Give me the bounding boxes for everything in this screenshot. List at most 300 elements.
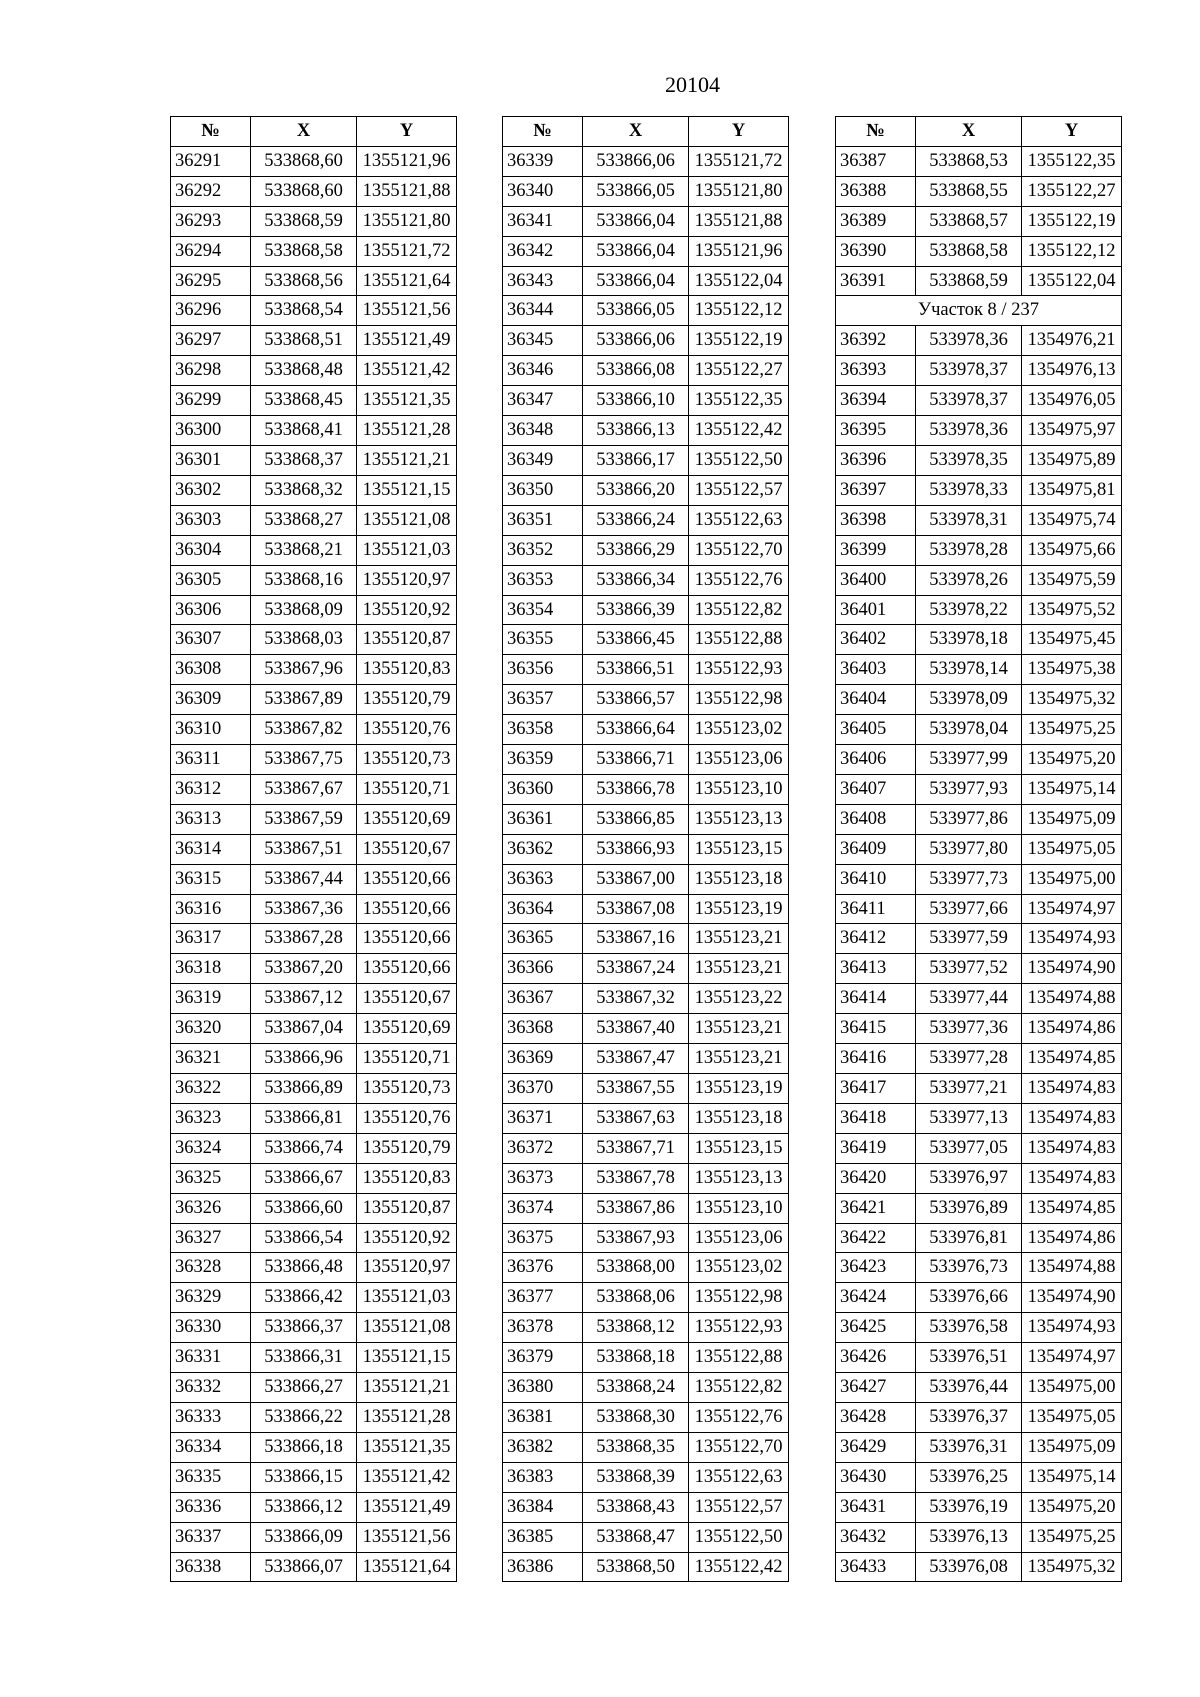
x-coordinate: 533867,36 <box>251 894 357 924</box>
point-number: 36423 <box>836 1253 916 1283</box>
table-row <box>503 1343 789 1373</box>
point-number: 36402 <box>836 625 916 655</box>
y-coordinate: 1355122,82 <box>689 595 789 625</box>
point-number: 36325 <box>171 1163 251 1193</box>
table-row <box>503 416 789 446</box>
x-coordinate: 533866,81 <box>251 1103 357 1133</box>
y-coordinate: 1355121,08 <box>357 505 457 535</box>
y-coordinate: 1355123,21 <box>689 954 789 984</box>
point-number: 36347 <box>503 386 583 416</box>
x-coordinate: 533866,64 <box>583 715 689 745</box>
y-coordinate: 1355122,70 <box>689 535 789 565</box>
table-row <box>836 745 1122 775</box>
header-y: Y <box>689 117 789 147</box>
point-number: 36401 <box>836 595 916 625</box>
table-row <box>836 864 1122 894</box>
point-number: 36295 <box>171 266 251 296</box>
x-coordinate: 533868,59 <box>916 266 1022 296</box>
table-row <box>171 774 457 804</box>
point-number: 36317 <box>171 924 251 954</box>
y-coordinate: 1355121,28 <box>357 1402 457 1432</box>
point-number: 36403 <box>836 655 916 685</box>
y-coordinate: 1354975,38 <box>1022 655 1122 685</box>
y-coordinate: 1354975,97 <box>1022 416 1122 446</box>
point-number: 36335 <box>171 1462 251 1492</box>
y-coordinate: 1354975,05 <box>1022 1402 1122 1432</box>
y-coordinate: 1355123,15 <box>689 1133 789 1163</box>
x-coordinate: 533868,24 <box>583 1373 689 1403</box>
y-coordinate: 1355121,21 <box>357 445 457 475</box>
y-coordinate: 1355121,08 <box>357 1313 457 1343</box>
y-coordinate: 1354974,83 <box>1022 1163 1122 1193</box>
x-coordinate: 533976,25 <box>916 1462 1022 1492</box>
table-row <box>171 1193 457 1223</box>
point-number: 36373 <box>503 1163 583 1193</box>
point-number: 36329 <box>171 1283 251 1313</box>
y-coordinate: 1355121,28 <box>357 416 457 446</box>
x-coordinate: 533976,51 <box>916 1343 1022 1373</box>
y-coordinate: 1355122,82 <box>689 1373 789 1403</box>
x-coordinate: 533867,71 <box>583 1133 689 1163</box>
point-number: 36336 <box>171 1492 251 1522</box>
point-number: 36420 <box>836 1163 916 1193</box>
table-row <box>836 655 1122 685</box>
y-coordinate: 1355121,49 <box>357 1492 457 1522</box>
y-coordinate: 1355120,73 <box>357 1074 457 1104</box>
x-coordinate: 533868,54 <box>251 296 357 326</box>
y-coordinate: 1355121,88 <box>357 176 457 206</box>
point-number: 36352 <box>503 535 583 565</box>
x-coordinate: 533868,09 <box>251 595 357 625</box>
y-coordinate: 1354975,00 <box>1022 1373 1122 1403</box>
x-coordinate: 533867,47 <box>583 1044 689 1074</box>
y-coordinate: 1355120,66 <box>357 924 457 954</box>
y-coordinate: 1355122,93 <box>689 655 789 685</box>
x-coordinate: 533976,08 <box>916 1552 1022 1582</box>
y-coordinate: 1354975,14 <box>1022 1462 1122 1492</box>
y-coordinate: 1355121,64 <box>357 1552 457 1582</box>
x-coordinate: 533868,53 <box>916 146 1022 176</box>
y-coordinate: 1355123,19 <box>689 1074 789 1104</box>
x-coordinate: 533976,66 <box>916 1283 1022 1313</box>
point-number: 36430 <box>836 1462 916 1492</box>
x-coordinate: 533868,55 <box>916 176 1022 206</box>
table-row <box>503 266 789 296</box>
header-number: № <box>836 117 916 147</box>
table-row <box>836 1552 1122 1582</box>
table-row <box>836 1283 1122 1313</box>
x-coordinate: 533978,35 <box>916 445 1022 475</box>
y-coordinate: 1355122,57 <box>689 475 789 505</box>
table-row <box>503 774 789 804</box>
y-coordinate: 1355121,56 <box>357 296 457 326</box>
y-coordinate: 1354975,66 <box>1022 535 1122 565</box>
point-number: 36410 <box>836 864 916 894</box>
table-row <box>836 984 1122 1014</box>
y-coordinate: 1355123,21 <box>689 924 789 954</box>
table-row <box>503 1313 789 1343</box>
x-coordinate: 533868,45 <box>251 386 357 416</box>
point-number: 36315 <box>171 864 251 894</box>
point-number: 36354 <box>503 595 583 625</box>
point-number: 36303 <box>171 505 251 535</box>
point-number: 36309 <box>171 685 251 715</box>
point-number: 36408 <box>836 804 916 834</box>
y-coordinate: 1354974,86 <box>1022 1014 1122 1044</box>
point-number: 36297 <box>171 326 251 356</box>
x-coordinate: 533977,66 <box>916 894 1022 924</box>
point-number: 36323 <box>171 1103 251 1133</box>
table-row <box>171 1074 457 1104</box>
header-x: X <box>583 117 689 147</box>
table-row <box>503 1044 789 1074</box>
y-coordinate: 1354975,25 <box>1022 715 1122 745</box>
table-row <box>171 864 457 894</box>
y-coordinate: 1355121,03 <box>357 535 457 565</box>
y-coordinate: 1355121,35 <box>357 1432 457 1462</box>
x-coordinate: 533866,13 <box>583 416 689 446</box>
y-coordinate: 1355121,03 <box>357 1283 457 1313</box>
table-row <box>503 1402 789 1432</box>
table-row <box>503 1552 789 1582</box>
point-number: 36388 <box>836 176 916 206</box>
point-number: 36389 <box>836 206 916 236</box>
table-row <box>836 834 1122 864</box>
table-row <box>503 1492 789 1522</box>
table-row <box>836 1492 1122 1522</box>
point-number: 36324 <box>171 1133 251 1163</box>
point-number: 36424 <box>836 1283 916 1313</box>
y-coordinate: 1355122,50 <box>689 1522 789 1552</box>
table-row <box>171 804 457 834</box>
table-row <box>503 1193 789 1223</box>
point-number: 36351 <box>503 505 583 535</box>
table-row <box>836 236 1122 266</box>
point-number: 36382 <box>503 1432 583 1462</box>
x-coordinate: 533978,22 <box>916 595 1022 625</box>
table-row <box>503 655 789 685</box>
x-coordinate: 533867,75 <box>251 745 357 775</box>
point-number: 36396 <box>836 445 916 475</box>
table-row <box>836 1462 1122 1492</box>
x-coordinate: 533867,51 <box>251 834 357 864</box>
table-row <box>836 416 1122 446</box>
point-number: 36365 <box>503 924 583 954</box>
x-coordinate: 533866,93 <box>583 834 689 864</box>
point-number: 36292 <box>171 176 251 206</box>
table-row <box>171 984 457 1014</box>
x-coordinate: 533868,16 <box>251 565 357 595</box>
x-coordinate: 533866,34 <box>583 565 689 595</box>
y-coordinate: 1354975,05 <box>1022 834 1122 864</box>
point-number: 36381 <box>503 1402 583 1432</box>
table-row <box>503 715 789 745</box>
x-coordinate: 533978,33 <box>916 475 1022 505</box>
y-coordinate: 1355120,66 <box>357 894 457 924</box>
point-number: 36306 <box>171 595 251 625</box>
x-coordinate: 533976,13 <box>916 1522 1022 1552</box>
y-coordinate: 1355123,06 <box>689 745 789 775</box>
y-coordinate: 1355120,66 <box>357 954 457 984</box>
point-number: 36313 <box>171 804 251 834</box>
x-coordinate: 533866,08 <box>583 356 689 386</box>
coordinates-table-2 <box>502 116 789 1582</box>
table-row <box>836 535 1122 565</box>
x-coordinate: 533866,89 <box>251 1074 357 1104</box>
point-number: 36413 <box>836 954 916 984</box>
point-number: 36304 <box>171 535 251 565</box>
y-coordinate: 1354975,14 <box>1022 774 1122 804</box>
x-coordinate: 533867,59 <box>251 804 357 834</box>
point-number: 36387 <box>836 146 916 176</box>
x-coordinate: 533866,54 <box>251 1223 357 1253</box>
table-row <box>836 445 1122 475</box>
table-row <box>503 296 789 326</box>
x-coordinate: 533977,28 <box>916 1044 1022 1074</box>
header-x: X <box>251 117 357 147</box>
point-number: 36426 <box>836 1343 916 1373</box>
table-row <box>836 685 1122 715</box>
point-number: 36419 <box>836 1133 916 1163</box>
x-coordinate: 533866,15 <box>251 1462 357 1492</box>
point-number: 36416 <box>836 1044 916 1074</box>
y-coordinate: 1354976,21 <box>1022 326 1122 356</box>
point-number: 36346 <box>503 356 583 386</box>
point-number: 36384 <box>503 1492 583 1522</box>
table-row <box>171 655 457 685</box>
x-coordinate: 533977,05 <box>916 1133 1022 1163</box>
y-coordinate: 1355121,42 <box>357 1462 457 1492</box>
x-coordinate: 533866,04 <box>583 206 689 236</box>
x-coordinate: 533978,18 <box>916 625 1022 655</box>
y-coordinate: 1354974,83 <box>1022 1133 1122 1163</box>
x-coordinate: 533977,93 <box>916 774 1022 804</box>
point-number: 36293 <box>171 206 251 236</box>
table-row <box>171 1522 457 1552</box>
header-row <box>836 117 1122 147</box>
point-number: 36308 <box>171 655 251 685</box>
table-row <box>503 745 789 775</box>
x-coordinate: 533867,32 <box>583 984 689 1014</box>
y-coordinate: 1355123,18 <box>689 864 789 894</box>
y-coordinate: 1354974,93 <box>1022 1313 1122 1343</box>
y-coordinate: 1355122,35 <box>689 386 789 416</box>
point-number: 36370 <box>503 1074 583 1104</box>
point-number: 36302 <box>171 475 251 505</box>
x-coordinate: 533976,37 <box>916 1402 1022 1432</box>
x-coordinate: 533867,89 <box>251 685 357 715</box>
table-row <box>171 894 457 924</box>
y-coordinate: 1355122,57 <box>689 1492 789 1522</box>
point-number: 36431 <box>836 1492 916 1522</box>
y-coordinate: 1355122,76 <box>689 565 789 595</box>
point-number: 36427 <box>836 1373 916 1403</box>
table-row <box>836 715 1122 745</box>
x-coordinate: 533978,31 <box>916 505 1022 535</box>
point-number: 36366 <box>503 954 583 984</box>
x-coordinate: 533867,20 <box>251 954 357 984</box>
x-coordinate: 533977,73 <box>916 864 1022 894</box>
y-coordinate: 1354975,32 <box>1022 685 1122 715</box>
table-row <box>503 1373 789 1403</box>
point-number: 36367 <box>503 984 583 1014</box>
table-row <box>171 236 457 266</box>
y-coordinate: 1354974,97 <box>1022 894 1122 924</box>
y-coordinate: 1355121,15 <box>357 475 457 505</box>
table-row <box>503 176 789 206</box>
y-coordinate: 1355122,42 <box>689 1552 789 1582</box>
table-row <box>503 1462 789 1492</box>
point-number: 36394 <box>836 386 916 416</box>
table-row <box>503 475 789 505</box>
point-number: 36298 <box>171 356 251 386</box>
table-row <box>503 236 789 266</box>
x-coordinate: 533866,07 <box>251 1552 357 1582</box>
x-coordinate: 533868,21 <box>251 535 357 565</box>
x-coordinate: 533866,51 <box>583 655 689 685</box>
y-coordinate: 1355120,79 <box>357 1133 457 1163</box>
y-coordinate: 1355122,35 <box>1022 146 1122 176</box>
x-coordinate: 533978,14 <box>916 655 1022 685</box>
table-row <box>836 505 1122 535</box>
point-number: 36300 <box>171 416 251 446</box>
point-number: 36363 <box>503 864 583 894</box>
x-coordinate: 533867,24 <box>583 954 689 984</box>
x-coordinate: 533866,22 <box>251 1402 357 1432</box>
y-coordinate: 1355120,67 <box>357 984 457 1014</box>
y-coordinate: 1354974,85 <box>1022 1193 1122 1223</box>
x-coordinate: 533976,58 <box>916 1313 1022 1343</box>
point-number: 36379 <box>503 1343 583 1373</box>
table-row <box>836 1163 1122 1193</box>
y-coordinate: 1355120,73 <box>357 745 457 775</box>
x-coordinate: 533867,16 <box>583 924 689 954</box>
x-coordinate: 533868,51 <box>251 326 357 356</box>
point-number: 36348 <box>503 416 583 446</box>
y-coordinate: 1355121,80 <box>357 206 457 236</box>
y-coordinate: 1355123,19 <box>689 894 789 924</box>
x-coordinate: 533868,56 <box>251 266 357 296</box>
x-coordinate: 533868,03 <box>251 625 357 655</box>
x-coordinate: 533977,44 <box>916 984 1022 1014</box>
table-row <box>836 386 1122 416</box>
table-row <box>503 834 789 864</box>
table-row <box>836 1133 1122 1163</box>
y-coordinate: 1355120,83 <box>357 1163 457 1193</box>
section-row <box>836 296 1122 326</box>
y-coordinate: 1355120,76 <box>357 715 457 745</box>
table-row <box>836 1522 1122 1552</box>
y-coordinate: 1354975,32 <box>1022 1552 1122 1582</box>
y-coordinate: 1355122,76 <box>689 1402 789 1432</box>
y-coordinate: 1355120,87 <box>357 625 457 655</box>
point-number: 36414 <box>836 984 916 1014</box>
point-number: 36322 <box>171 1074 251 1104</box>
point-number: 36327 <box>171 1223 251 1253</box>
x-coordinate: 533867,00 <box>583 864 689 894</box>
table-row <box>836 1313 1122 1343</box>
x-coordinate: 533976,31 <box>916 1432 1022 1462</box>
y-coordinate: 1355121,56 <box>357 1522 457 1552</box>
x-coordinate: 533868,57 <box>916 206 1022 236</box>
x-coordinate: 533977,99 <box>916 745 1022 775</box>
x-coordinate: 533867,67 <box>251 774 357 804</box>
y-coordinate: 1355121,80 <box>689 176 789 206</box>
table-row <box>171 1223 457 1253</box>
y-coordinate: 1355122,88 <box>689 625 789 655</box>
point-number: 36356 <box>503 655 583 685</box>
table-row <box>503 1432 789 1462</box>
point-number: 36337 <box>171 1522 251 1552</box>
table-row <box>171 924 457 954</box>
y-coordinate: 1355120,69 <box>357 804 457 834</box>
table-row <box>836 894 1122 924</box>
point-number: 36428 <box>836 1402 916 1432</box>
y-coordinate: 1354975,59 <box>1022 565 1122 595</box>
x-coordinate: 533868,58 <box>916 236 1022 266</box>
table-row <box>171 1492 457 1522</box>
table-row <box>171 1462 457 1492</box>
table-row <box>171 1044 457 1074</box>
point-number: 36310 <box>171 715 251 745</box>
table-row <box>503 1103 789 1133</box>
table-row <box>503 1133 789 1163</box>
y-coordinate: 1355120,71 <box>357 774 457 804</box>
point-number: 36291 <box>171 146 251 176</box>
table-row <box>503 206 789 236</box>
x-coordinate: 533977,59 <box>916 924 1022 954</box>
point-number: 36299 <box>171 386 251 416</box>
y-coordinate: 1355122,93 <box>689 1313 789 1343</box>
x-coordinate: 533866,27 <box>251 1373 357 1403</box>
point-number: 36338 <box>171 1552 251 1582</box>
header-row <box>503 117 789 147</box>
y-coordinate: 1355123,22 <box>689 984 789 1014</box>
y-coordinate: 1355120,66 <box>357 864 457 894</box>
x-coordinate: 533867,28 <box>251 924 357 954</box>
y-coordinate: 1355121,49 <box>357 326 457 356</box>
y-coordinate: 1354975,81 <box>1022 475 1122 505</box>
table-row <box>171 1103 457 1133</box>
table-row <box>503 386 789 416</box>
x-coordinate: 533868,18 <box>583 1343 689 1373</box>
point-number: 36395 <box>836 416 916 446</box>
table-row <box>171 1133 457 1163</box>
y-coordinate: 1355120,87 <box>357 1193 457 1223</box>
y-coordinate: 1355122,63 <box>689 505 789 535</box>
point-number: 36333 <box>171 1402 251 1432</box>
table-row <box>836 1432 1122 1462</box>
x-coordinate: 533868,27 <box>251 505 357 535</box>
header-row <box>171 117 457 147</box>
point-number: 36368 <box>503 1014 583 1044</box>
point-number: 36391 <box>836 266 916 296</box>
point-number: 36425 <box>836 1313 916 1343</box>
x-coordinate: 533866,57 <box>583 685 689 715</box>
table-row <box>503 685 789 715</box>
y-coordinate: 1354974,88 <box>1022 1253 1122 1283</box>
x-coordinate: 533868,41 <box>251 416 357 446</box>
y-coordinate: 1355121,96 <box>357 146 457 176</box>
x-coordinate: 533868,35 <box>583 1432 689 1462</box>
table-row <box>503 595 789 625</box>
y-coordinate: 1355121,21 <box>357 1373 457 1403</box>
x-coordinate: 533866,85 <box>583 804 689 834</box>
y-coordinate: 1355123,21 <box>689 1044 789 1074</box>
y-coordinate: 1355122,12 <box>689 296 789 326</box>
point-number: 36399 <box>836 535 916 565</box>
point-number: 36372 <box>503 1133 583 1163</box>
